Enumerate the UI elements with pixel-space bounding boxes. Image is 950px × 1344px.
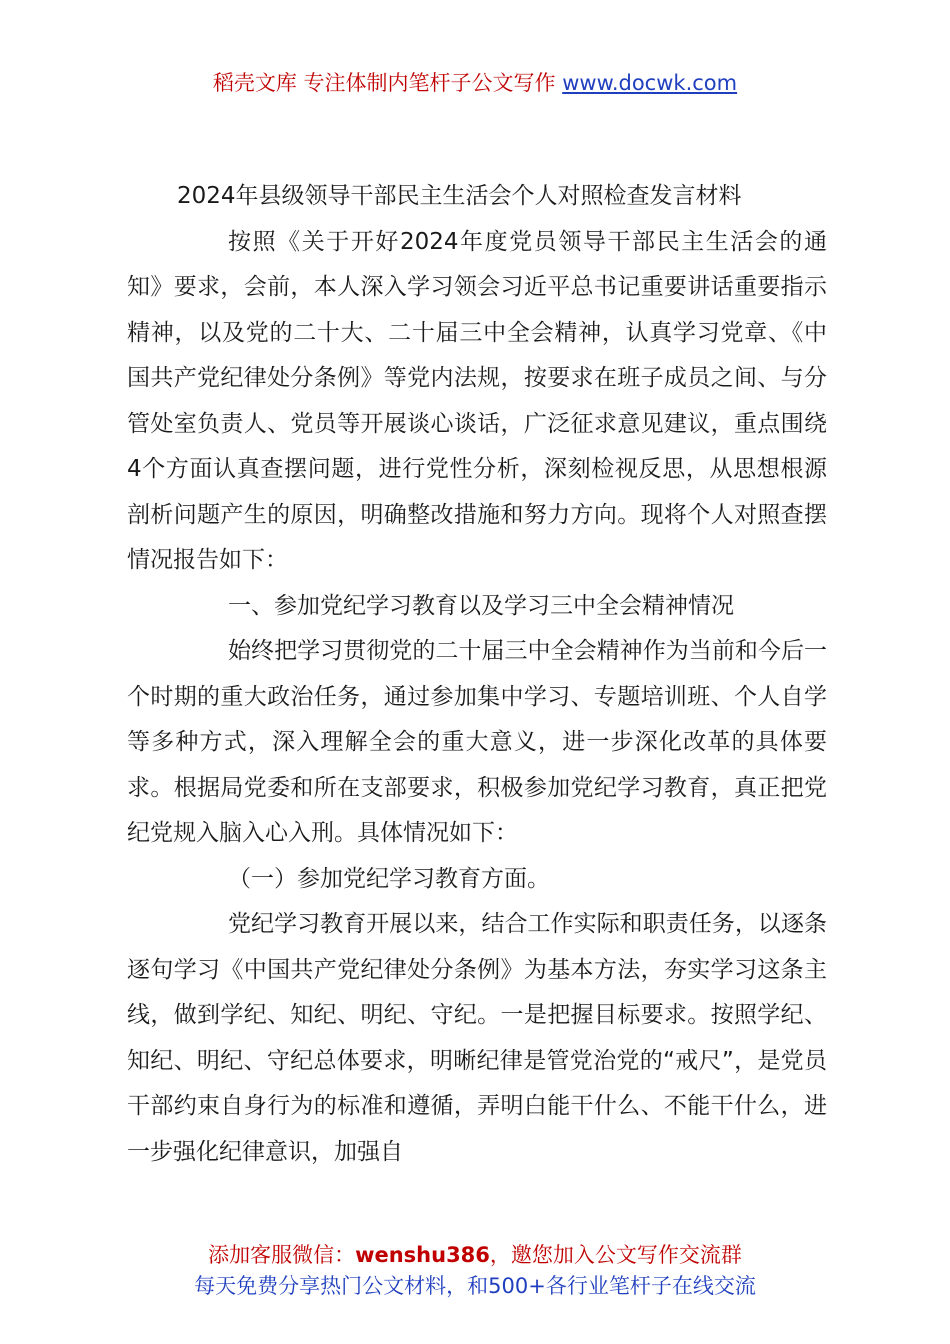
- footer-wechat-suffix: ，邀您加入公文写作交流群: [489, 1243, 742, 1267]
- subsection-1-paragraph: 党纪学习教育开展以来，结合工作实际和职责任务，以逐条逐句学习《中国共产党纪律处分条例》为基本方法，夯实学习这条主线，做到学纪、知纪、明纪、守纪。一是把握目标要求。按照学纪、知纪、明纪、守纪总体要求，明晰纪律是管党治党的“戒尺”，是党员干部约束自身行为的标准和遵循，弄明白能干什么、不能干什么，进一步强化纪律意识，加强自: [127, 911, 827, 1165]
- header-brand-text: 稻壳文库 专注体制内笔杆子公文写作: [212, 71, 563, 95]
- page-footer: [0, 1240, 950, 1302]
- header-site-link[interactable]: www.docwk.com: [562, 71, 738, 95]
- intro-paragraph: 按照《关于开好2024年度党员领导干部民主生活会的通知》要求，会前，本人深入学习领会习近平总书记重要讲话重要指示精神，以及党的二十大、二十届三中全会精神，认真学习党章、《中国共产党纪律处分条例》等党内法规，按要求在班子成员之间、与分管处室负责人、党员等开展谈心谈话，广泛征求意见建议，重点围绕4个方面认真查摆问题，进行党性分析，深刻检视反思，从思想根源剖析问题产生的原因，明确整改措施和努力方向。现将个人对照查摆情况报告如下：: [127, 228, 827, 573]
- footer-share-line: 每天免费分享热门公文材料，和500+各行业笔杆子在线交流: [194, 1274, 756, 1298]
- section-1-heading: 一、参加党纪学习教育以及学习三中全会精神情况: [228, 592, 734, 619]
- document-title: 2024年县级领导干部民主生活会个人对照检查发言材料: [177, 183, 742, 209]
- page-header: [0, 68, 950, 98]
- section-1-paragraph: 始终把学习贯彻党的二十届三中全会精神作为当前和今后一个时期的重大政治任务，通过参加集中学习、专题培训班、个人自学等多种方式，深入理解全会的重大意义，进一步深化改革的具体要求。根据局党委和所在支部要求，积极参加党纪学习教育，真正把党纪党规入脑入心入刑。具体情况如下：: [127, 638, 827, 846]
- subsection-1-heading: （一）参加党纪学习教育方面。: [228, 865, 550, 892]
- footer-wechat-prefix: 添加客服微信：: [208, 1243, 356, 1267]
- footer-wechat-line: [0, 1240, 950, 1271]
- footer-wechat-id: wenshu386: [355, 1243, 490, 1267]
- document-body: [127, 174, 827, 1175]
